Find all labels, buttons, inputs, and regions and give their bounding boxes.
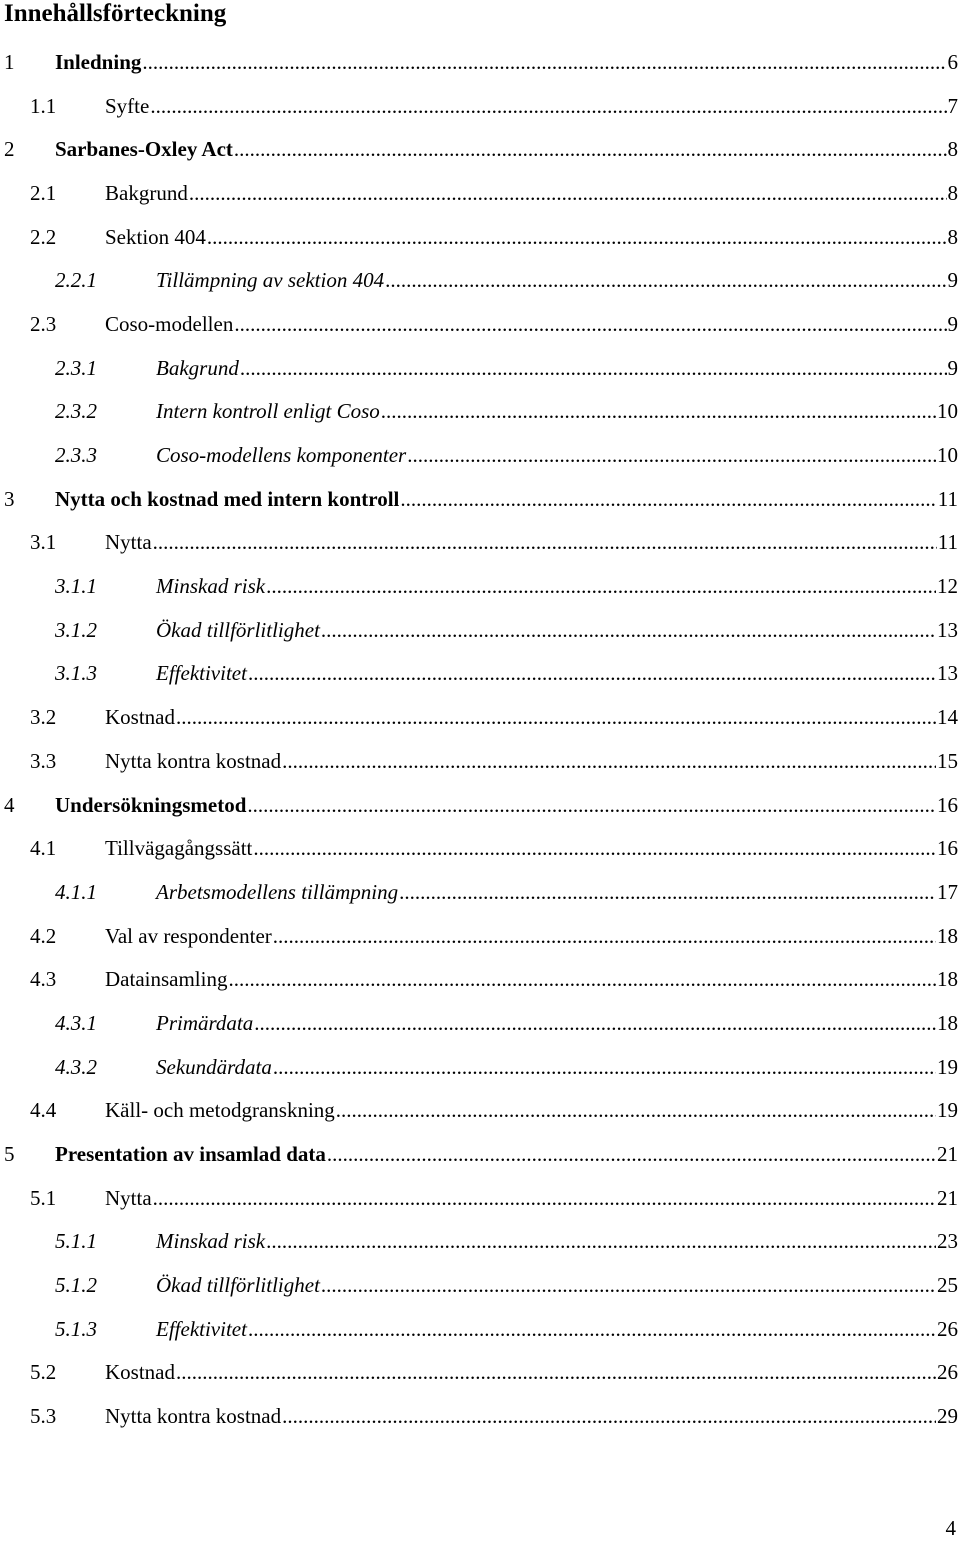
toc-entry-number: 4.1.1 [55, 879, 97, 904]
toc-entry[interactable] [0, 1132, 960, 1176]
dot-leader [266, 1229, 936, 1253]
toc-entry-page: 7 [947, 93, 958, 118]
toc-entry-body [156, 268, 958, 292]
toc-entry-page: 18 [937, 967, 958, 992]
toc-entry-number: 2.3 [30, 311, 57, 336]
toc-entry-body [105, 749, 958, 773]
dot-leader [273, 1055, 936, 1079]
dot-leader [321, 1273, 936, 1297]
dot-leader [400, 487, 936, 511]
toc-entry-label[interactable]: Minskad risk [156, 574, 266, 599]
toc-entry-page: 6 [947, 49, 958, 74]
toc-entry-label[interactable]: Undersökningsmetod [55, 792, 247, 817]
toc-entry-label[interactable]: Bakgrund [156, 355, 239, 380]
toc-entry[interactable] [0, 302, 960, 346]
dot-leader [153, 1186, 936, 1210]
toc-list [0, 40, 960, 1438]
toc-entry-label[interactable]: Arbetsmodellens tillämpning [156, 879, 399, 904]
toc-entry[interactable] [0, 521, 960, 565]
toc-entry[interactable] [0, 433, 960, 477]
toc-entry-number: 2.2 [30, 224, 57, 249]
toc-entry-body [105, 530, 958, 554]
dot-leader [266, 574, 936, 598]
toc-entry-number: 4.1 [30, 836, 57, 861]
toc-entry[interactable] [0, 346, 960, 390]
toc-entry-body [105, 1360, 958, 1384]
toc-entry[interactable] [0, 1045, 960, 1089]
toc-entry-body [156, 1229, 958, 1253]
toc-entry-body [156, 618, 958, 642]
toc-entry-body [156, 880, 958, 904]
toc-entry-body [105, 967, 958, 991]
dot-leader [254, 1011, 936, 1035]
toc-entry-number: 2.3.3 [55, 443, 97, 468]
dot-leader [399, 880, 936, 904]
toc-entry-body [156, 1055, 958, 1079]
toc-entry-page: 18 [937, 923, 958, 948]
toc-entry-body [156, 399, 958, 423]
toc-entry-body [105, 225, 958, 249]
toc-entry[interactable] [0, 127, 960, 171]
toc-entry-label[interactable]: Primärdata [156, 1010, 254, 1035]
toc-entry-label[interactable]: Nytta [105, 1185, 152, 1210]
dot-leader [228, 967, 936, 991]
toc-entry-page: 29 [937, 1404, 958, 1429]
toc-entry-number: 4.3.1 [55, 1010, 97, 1035]
toc-entry-label[interactable]: Syfte [105, 93, 150, 118]
toc-entry-page: 25 [937, 1273, 958, 1298]
toc-entry-number: 3.1.2 [55, 617, 97, 642]
toc-entry-number: 4 [4, 792, 15, 817]
toc-entry-label[interactable]: Ökad tillförlitlighet [156, 617, 320, 642]
toc-entry-label[interactable]: Tillämpning av sektion 404 [156, 268, 385, 293]
toc-entry-page: 21 [937, 1142, 958, 1167]
dot-leader [176, 705, 936, 729]
toc-entry-label[interactable]: Coso-modellen [105, 311, 234, 336]
toc-entry-number: 4.3 [30, 967, 57, 992]
toc-entry[interactable] [0, 258, 960, 302]
toc-entry[interactable] [0, 1263, 960, 1307]
toc-entry-label[interactable]: Ökad tillförlitlighet [156, 1273, 320, 1298]
toc-entry-page: 10 [937, 443, 958, 468]
toc-entry-number: 3.1 [30, 530, 57, 555]
toc-entry[interactable] [0, 695, 960, 739]
toc-entry-page: 17 [937, 879, 958, 904]
toc-heading: Innehållsförteckning [4, 0, 227, 27]
toc-entry-number: 5.1.2 [55, 1273, 97, 1298]
toc-entry-body [156, 661, 958, 685]
toc-entry[interactable] [0, 1351, 960, 1395]
toc-entry-page: 9 [947, 268, 958, 293]
toc-entry-page: 11 [937, 530, 958, 555]
toc-entry-number: 5.1 [30, 1185, 57, 1210]
toc-entry[interactable] [0, 1001, 960, 1045]
dot-leader [247, 793, 936, 817]
toc-entry-label[interactable]: Tillvägagångssätt [105, 836, 253, 861]
toc-entry[interactable] [0, 783, 960, 827]
toc-entry-page: 14 [937, 705, 958, 730]
toc-entry-number: 2 [4, 137, 15, 162]
toc-entry-number: 3 [4, 486, 15, 511]
toc-entry[interactable] [0, 215, 960, 259]
toc-entry-body [55, 1142, 958, 1166]
toc-entry-body [55, 487, 958, 511]
toc-entry-label[interactable]: Kostnad [105, 705, 175, 730]
toc-entry-label[interactable]: Effektivitet [156, 1316, 247, 1341]
toc-entry-page: 23 [937, 1229, 958, 1254]
toc-entry-page: 11 [937, 486, 958, 511]
toc-entry-body [55, 793, 958, 817]
toc-entry-page: 12 [937, 574, 958, 599]
toc-entry-number: 3.2 [30, 705, 57, 730]
toc-entry-body [156, 443, 958, 467]
dot-leader [189, 181, 947, 205]
toc-entry-body [105, 94, 958, 118]
dot-leader [407, 443, 936, 467]
toc-entry-body [156, 574, 958, 598]
dot-leader [253, 836, 936, 860]
toc-entry-label[interactable]: Presentation av insamlad data [55, 1142, 326, 1167]
toc-entry-number: 5.1.1 [55, 1229, 97, 1254]
toc-entry-label[interactable]: Sekundärdata [156, 1054, 272, 1079]
toc-entry-label[interactable]: Kostnad [105, 1360, 175, 1385]
toc-entry-number: 3.1.1 [55, 574, 97, 599]
toc-entry-number: 4.3.2 [55, 1054, 97, 1079]
toc-entry-body [55, 137, 958, 161]
dot-leader [385, 268, 946, 292]
dot-leader [282, 1404, 936, 1428]
toc-entry[interactable] [0, 84, 960, 128]
toc-entry-label[interactable]: Effektivitet [156, 661, 247, 686]
toc-entry[interactable] [0, 40, 960, 84]
toc-entry-label[interactable]: Val av respondenter [105, 923, 272, 948]
dot-leader [321, 618, 936, 642]
toc-entry-number: 4.2 [30, 923, 57, 948]
toc-entry-label[interactable]: Inledning [55, 49, 142, 74]
toc-entry-number: 5 [4, 1142, 15, 1167]
toc-entry-body [105, 705, 958, 729]
toc-entry-page: 8 [947, 137, 958, 162]
toc-entry-number: 2.3.2 [55, 399, 97, 424]
toc-entry[interactable] [0, 171, 960, 215]
toc-entry-number: 5.2 [30, 1360, 57, 1385]
toc-entry-page: 16 [937, 836, 958, 861]
dot-leader [248, 1317, 936, 1341]
toc-entry-page: 19 [937, 1054, 958, 1079]
dot-leader [153, 530, 937, 554]
toc-entry-number: 1.1 [30, 93, 57, 118]
toc-entry-label[interactable]: Bakgrund [105, 180, 188, 205]
toc-entry-label[interactable]: Käll- och metodgranskning [105, 1098, 335, 1123]
dot-leader [176, 1360, 936, 1384]
toc-entry-body [105, 924, 958, 948]
toc-entry[interactable] [0, 739, 960, 783]
toc-entry[interactable] [0, 1220, 960, 1264]
toc-entry-number: 5.1.3 [55, 1316, 97, 1341]
toc-entry-page: 15 [937, 748, 958, 773]
toc-entry-page: 8 [947, 180, 958, 205]
toc-entry-number: 4.4 [30, 1098, 57, 1123]
toc-entry-body [156, 356, 958, 380]
toc-entry-body [105, 836, 958, 860]
toc-entry-page: 8 [947, 224, 958, 249]
dot-leader [207, 225, 947, 249]
dot-leader [273, 924, 936, 948]
toc-entry-number: 3.1.3 [55, 661, 97, 686]
toc-entry-body [156, 1273, 958, 1297]
toc-entry-number: 5.3 [30, 1404, 57, 1429]
toc-entry-page: 10 [937, 399, 958, 424]
toc-entry[interactable] [0, 914, 960, 958]
toc-entry-body [105, 312, 958, 336]
toc-entry-label[interactable]: Sektion 404 [105, 224, 206, 249]
toc-entry-page: 13 [937, 661, 958, 686]
toc-entry-page: 26 [937, 1360, 958, 1385]
toc-entry-label[interactable]: Minskad risk [156, 1229, 266, 1254]
page-number: 4 [945, 1516, 956, 1540]
toc-entry-label[interactable]: Sarbanes-Oxley Act [55, 137, 233, 162]
toc-entry[interactable] [0, 957, 960, 1001]
dot-leader [142, 50, 946, 74]
dot-leader [248, 661, 936, 685]
toc-entry[interactable] [0, 870, 960, 914]
toc-entry-number: 3.3 [30, 748, 57, 773]
toc-entry-page: 16 [937, 792, 958, 817]
toc-entry[interactable] [0, 1394, 960, 1438]
toc-entry-body [105, 181, 958, 205]
dot-leader [327, 1142, 936, 1166]
toc-entry-page: 9 [947, 355, 958, 380]
toc-entry-page: 18 [937, 1010, 958, 1035]
toc-entry[interactable] [0, 826, 960, 870]
toc-entry-page: 9 [947, 311, 958, 336]
toc-entry[interactable] [0, 477, 960, 521]
toc-entry-label[interactable]: Datainsamling [105, 967, 228, 992]
dot-leader [234, 137, 947, 161]
toc-entry[interactable] [0, 608, 960, 652]
toc-entry-number: 2.1 [30, 180, 57, 205]
dot-leader [150, 94, 946, 118]
toc-entry-page: 13 [937, 617, 958, 642]
toc-entry-page: 19 [937, 1098, 958, 1123]
toc-entry[interactable] [0, 1176, 960, 1220]
dot-leader [381, 399, 936, 423]
dot-leader [240, 356, 947, 380]
toc-entry-label[interactable]: Nytta kontra kostnad [105, 1404, 282, 1429]
toc-entry[interactable] [0, 564, 960, 608]
toc-entry[interactable] [0, 1089, 960, 1133]
toc-entry-number: 1 [4, 49, 15, 74]
toc-entry-body [156, 1317, 958, 1341]
toc-entry-page: 26 [937, 1316, 958, 1341]
toc-entry[interactable] [0, 1307, 960, 1351]
toc-entry-body [55, 50, 958, 74]
toc-entry-body [156, 1011, 958, 1035]
dot-leader [234, 312, 946, 336]
toc-entry-body [105, 1186, 958, 1210]
dot-leader [336, 1098, 936, 1122]
toc-entry-number: 2.2.1 [55, 268, 97, 293]
dot-leader [282, 749, 936, 773]
toc-entry[interactable] [0, 390, 960, 434]
toc-entry-label[interactable]: Nytta och kostnad med intern kontroll [55, 486, 400, 511]
toc-entry-label[interactable]: Nytta [105, 530, 152, 555]
toc-entry-body [105, 1098, 958, 1122]
toc-entry[interactable] [0, 652, 960, 696]
toc-entry-body [105, 1404, 958, 1428]
toc-entry-page: 21 [937, 1185, 958, 1210]
toc-entry-number: 2.3.1 [55, 355, 97, 380]
toc-entry-label[interactable]: Nytta kontra kostnad [105, 748, 282, 773]
toc-entry-label[interactable]: Coso-modellens komponenter [156, 443, 407, 468]
toc-entry-label[interactable]: Intern kontroll enligt Coso [156, 399, 380, 424]
